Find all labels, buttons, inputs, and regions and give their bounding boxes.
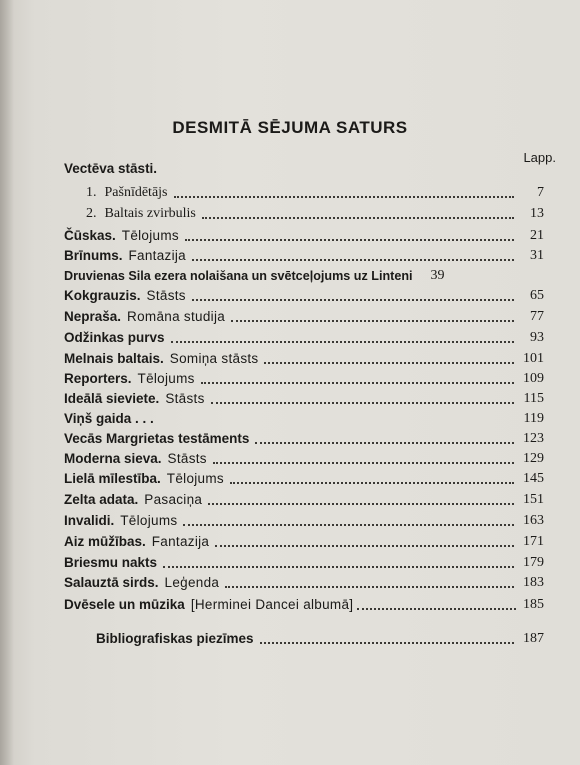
leader-dots	[202, 217, 514, 219]
toc-item	[64, 408, 544, 428]
page-number: 119	[523, 411, 544, 426]
page-number: 13	[530, 206, 544, 221]
item-subtitle: Pasaciņa	[144, 492, 203, 507]
leader-dots	[225, 586, 514, 588]
page-column-label: Lapp.	[523, 150, 556, 165]
toc-item	[64, 245, 544, 265]
page-number: 145	[523, 471, 544, 486]
toc-item	[64, 368, 544, 388]
toc-item	[64, 285, 544, 305]
item-subtitle: Tēlojums	[120, 513, 178, 528]
item-title: Viņš gaida . . .	[64, 411, 154, 426]
leader-dots	[215, 545, 514, 547]
page-number: 185	[523, 597, 544, 612]
leader-dots	[201, 382, 514, 384]
page-number: 21	[530, 228, 544, 243]
toc-item	[64, 327, 544, 347]
item-title: Reporters.	[64, 371, 132, 386]
item-title: Vecās Margrietas testāments	[64, 431, 250, 446]
toc-item	[64, 468, 544, 488]
item-subtitle: Fantazija	[151, 534, 210, 549]
page-number: 163	[523, 513, 544, 528]
page-number: 183	[523, 575, 544, 590]
item-subtitle: Tēlojums	[121, 228, 179, 243]
item-number: 2.	[86, 206, 97, 221]
item-title: Salauztā sirds.	[64, 575, 159, 590]
bibliography-title: Bibliografiskas piezīmes	[96, 631, 254, 646]
leader-dots	[183, 524, 514, 526]
item-subtitle: Romāna studija	[127, 309, 226, 324]
leader-dots	[192, 259, 514, 261]
leader-dots	[264, 362, 514, 364]
item-number: 1.	[86, 185, 97, 200]
toc-item	[64, 489, 544, 509]
item-title: Ideālā sieviete.	[64, 391, 160, 406]
leader-dots	[171, 341, 514, 343]
leader-dots	[230, 482, 514, 484]
toc-item	[64, 552, 544, 572]
toc-sub-item	[64, 203, 544, 223]
item-title: Baltais zvirbulis	[104, 206, 196, 221]
toc-sub-item	[64, 182, 544, 202]
item-title: Brīnums.	[64, 248, 123, 263]
item-title: Lielā mīlestība.	[64, 471, 161, 486]
item-title: Pašnīdētājs	[104, 185, 168, 200]
item-title: Moderna sieva.	[64, 451, 162, 466]
page-number: 31	[530, 248, 544, 263]
item-title: Zelta adata.	[64, 492, 139, 507]
item-title: Dvēsele un mūzika	[64, 597, 185, 612]
item-subtitle: Somiņa stāsts	[169, 351, 259, 366]
page-number: 171	[523, 534, 544, 549]
leader-dots	[231, 320, 514, 322]
item-subtitle: Tēlojums	[166, 471, 224, 486]
toc-item	[64, 265, 544, 285]
toc-bibliography	[96, 628, 544, 648]
item-title: Invalidi.	[64, 513, 115, 528]
item-subtitle: Stāsts	[165, 391, 205, 406]
item-subtitle: Fantazija	[128, 248, 186, 263]
item-subtitle: Leģenda	[164, 575, 220, 590]
item-subtitle: Stāsts	[146, 288, 186, 303]
toc-section	[64, 158, 544, 178]
leader-dots	[174, 196, 515, 198]
toc-item	[64, 531, 544, 551]
toc-item	[64, 572, 544, 592]
leader-dots	[213, 462, 514, 464]
item-title: Kokgrauzis.	[64, 288, 141, 303]
item-subtitle: [Herminei Dancei albumā]	[190, 597, 354, 612]
page-number: 151	[523, 492, 544, 507]
item-title: Briesmu nakts	[64, 555, 158, 570]
page-number: 65	[530, 288, 544, 303]
leader-dots	[211, 402, 514, 404]
toc-item	[64, 225, 544, 245]
leader-dots	[255, 442, 514, 444]
item-title: Melnais baltais.	[64, 351, 164, 366]
item-subtitle: Tēlojums	[137, 371, 195, 386]
item-title: Neprаša.	[64, 309, 122, 324]
page-number: 39	[430, 268, 445, 283]
leader-dots	[208, 503, 514, 505]
toc-item	[64, 448, 544, 468]
toc-item	[64, 510, 544, 530]
item-title: Odžinkas purvs	[64, 330, 165, 345]
leader-dots	[357, 608, 516, 610]
page-number: 77	[530, 309, 544, 324]
item-title: Aiz mūžības.	[64, 534, 146, 549]
page-number: 187	[523, 631, 544, 646]
toc-item	[64, 306, 544, 326]
page-number: 101	[523, 351, 544, 366]
page-number: 109	[523, 371, 544, 386]
leader-dots	[260, 642, 514, 644]
page-number: 129	[523, 451, 544, 466]
page-number: 7	[537, 185, 544, 200]
page-number: 115	[523, 391, 544, 406]
leader-dots	[185, 239, 514, 241]
page-number: 179	[523, 555, 544, 570]
toc-item	[64, 388, 544, 408]
toc-item	[64, 348, 544, 368]
contents-heading: DESMITĀ SĒJUMA SATURS	[172, 118, 408, 137]
leader-dots	[192, 299, 514, 301]
section-title: Vectēva stāsti.	[64, 161, 158, 176]
item-title: Druvienas Sila ezera nolaišana un svētceļojums uz Linteni	[64, 269, 413, 283]
toc-item	[64, 428, 544, 448]
item-title: Čūskas.	[64, 228, 116, 243]
item-subtitle: Stāsts	[167, 451, 207, 466]
page-number: 93	[530, 330, 544, 345]
toc-item	[64, 594, 544, 614]
page-number: 123	[523, 431, 544, 446]
leader-dots	[163, 566, 514, 568]
